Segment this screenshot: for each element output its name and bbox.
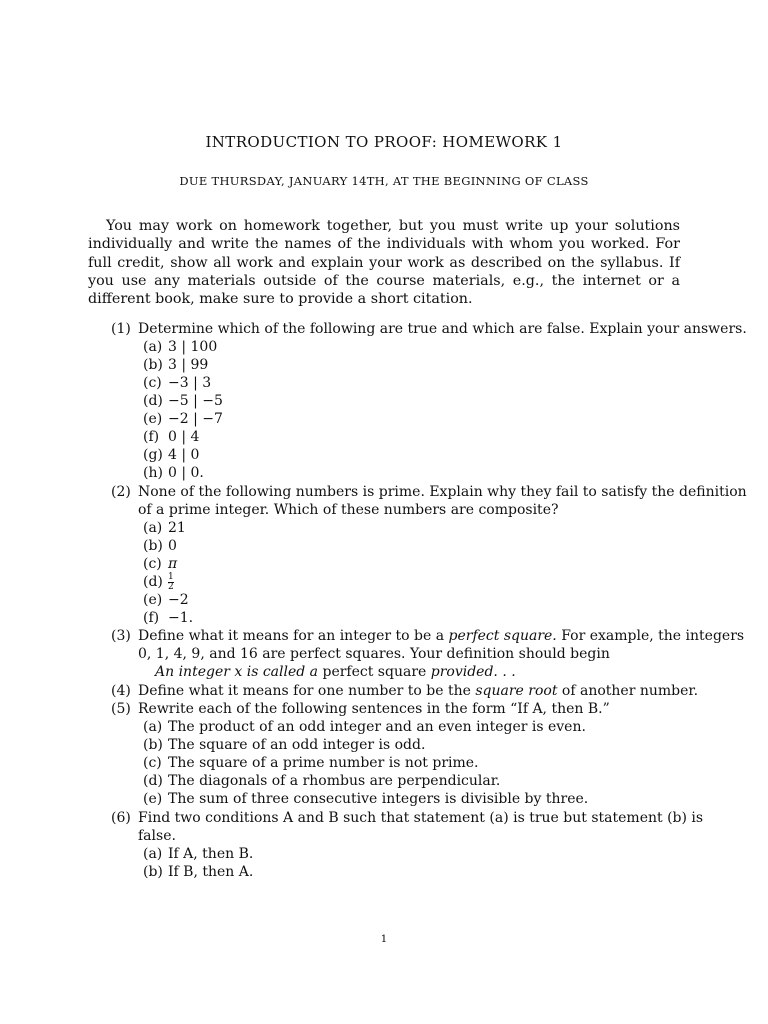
item-label: (f) xyxy=(143,429,160,445)
problem-number: (1) xyxy=(111,321,131,337)
item-text: 0 | 4 xyxy=(168,429,200,445)
item-text: −3 | 3 xyxy=(168,375,212,391)
item-label: (c) xyxy=(143,556,162,572)
problem-number: (4) xyxy=(111,683,131,699)
problem-number: (6) xyxy=(111,810,131,826)
item-label: (d) xyxy=(143,393,163,409)
item-text: −1. xyxy=(168,610,194,626)
item-text: The square of an odd integer is odd. xyxy=(168,737,426,753)
item-text: If B, then A. xyxy=(168,864,254,880)
item-label: (b) xyxy=(143,357,163,373)
problem-number: (3) xyxy=(111,628,131,644)
problem-text: false. xyxy=(138,828,176,844)
item-label: (d) xyxy=(143,773,163,789)
document-title: INTRODUCTION TO PROOF: HOMEWORK 1 xyxy=(205,133,563,151)
item-text: The product of an odd integer and an even integer is even. xyxy=(168,719,586,735)
item-text: 3 | 99 xyxy=(168,357,209,373)
item-text: −2 xyxy=(168,592,189,608)
fraction xyxy=(168,573,174,592)
item-label: (a) xyxy=(143,520,163,536)
page-number: 1 xyxy=(380,933,388,945)
item-label: (b) xyxy=(143,864,163,880)
item-label: (b) xyxy=(143,538,163,554)
item-text: −2 | −7 xyxy=(168,411,223,427)
item-text: The diagonals of a rhombus are perpendicular. xyxy=(168,773,501,789)
problem-text: Define what it means for an integer to be a perfect square. For example, the integers xyxy=(138,628,745,644)
item-label: (c) xyxy=(143,375,162,391)
item-text: The square of a prime number is not prime. xyxy=(168,755,479,771)
item-text: The sum of three consecutive integers is divisible by three. xyxy=(168,791,589,807)
item-label: (e) xyxy=(143,592,163,608)
problem-text: Find two conditions A and B such that statement (a) is true but statement (b) is xyxy=(138,810,704,826)
item-label: (f) xyxy=(143,610,160,626)
item-text: −5 | −5 xyxy=(168,393,223,409)
item-text: 0 xyxy=(168,538,177,554)
item-label: (a) xyxy=(143,846,163,862)
problem-text: Determine which of the following are true and which are false. Explain your answers. xyxy=(138,321,747,337)
due-date-subtitle: DUE THURSDAY, JANUARY 14TH, AT THE BEGINNING OF CLASS xyxy=(179,174,589,188)
problem-text: Rewrite each of the following sentences in the form “If A, then B.” xyxy=(138,701,610,717)
item-label: (a) xyxy=(143,339,163,355)
problem-text: Define what it means for one number to be the square root of another number. xyxy=(138,683,699,699)
problem-text: of a prime integer. Which of these numbers are composite? xyxy=(138,502,559,518)
item-label: (a) xyxy=(143,719,163,735)
item-text: 21 xyxy=(168,520,186,536)
problem-text: None of the following numbers is prime. Explain why they fail to satisfy the definition xyxy=(138,484,747,500)
item-text: π xyxy=(168,556,178,572)
item-label: (h) xyxy=(143,465,163,481)
problem-number: (5) xyxy=(111,701,131,717)
item-text: 4 | 0 xyxy=(168,447,200,463)
item-text: 0 | 0. xyxy=(168,465,204,481)
item-text: If A, then B. xyxy=(168,846,254,862)
item-label: (g) xyxy=(143,447,163,463)
problem-number: (2) xyxy=(111,484,131,500)
item-label: (c) xyxy=(143,755,162,771)
item-label: (b) xyxy=(143,737,163,753)
fraction-denominator: 2 xyxy=(168,582,174,592)
problem-text: 0, 1, 4, 9, and 16 are perfect squares. Your definition should begin xyxy=(138,646,610,662)
intro-paragraph: You may work on homework together, but you must write up your solutions individually and write the names of the individuals with whom you worked. For full credit, show all work and explain your work as described on the syllabus. If you use any materials outside of the course materials, e.g., the internet or a different book, make sure to provide a short citation. xyxy=(88,218,680,308)
definition-text: An integer x is called a perfect square provided. . . xyxy=(155,664,516,680)
fraction-numerator: 1 xyxy=(168,572,174,582)
item-label: (e) xyxy=(143,791,163,807)
item-text: 3 | 100 xyxy=(168,339,218,355)
item-label: (d) xyxy=(143,574,163,590)
item-label: (e) xyxy=(143,411,163,427)
